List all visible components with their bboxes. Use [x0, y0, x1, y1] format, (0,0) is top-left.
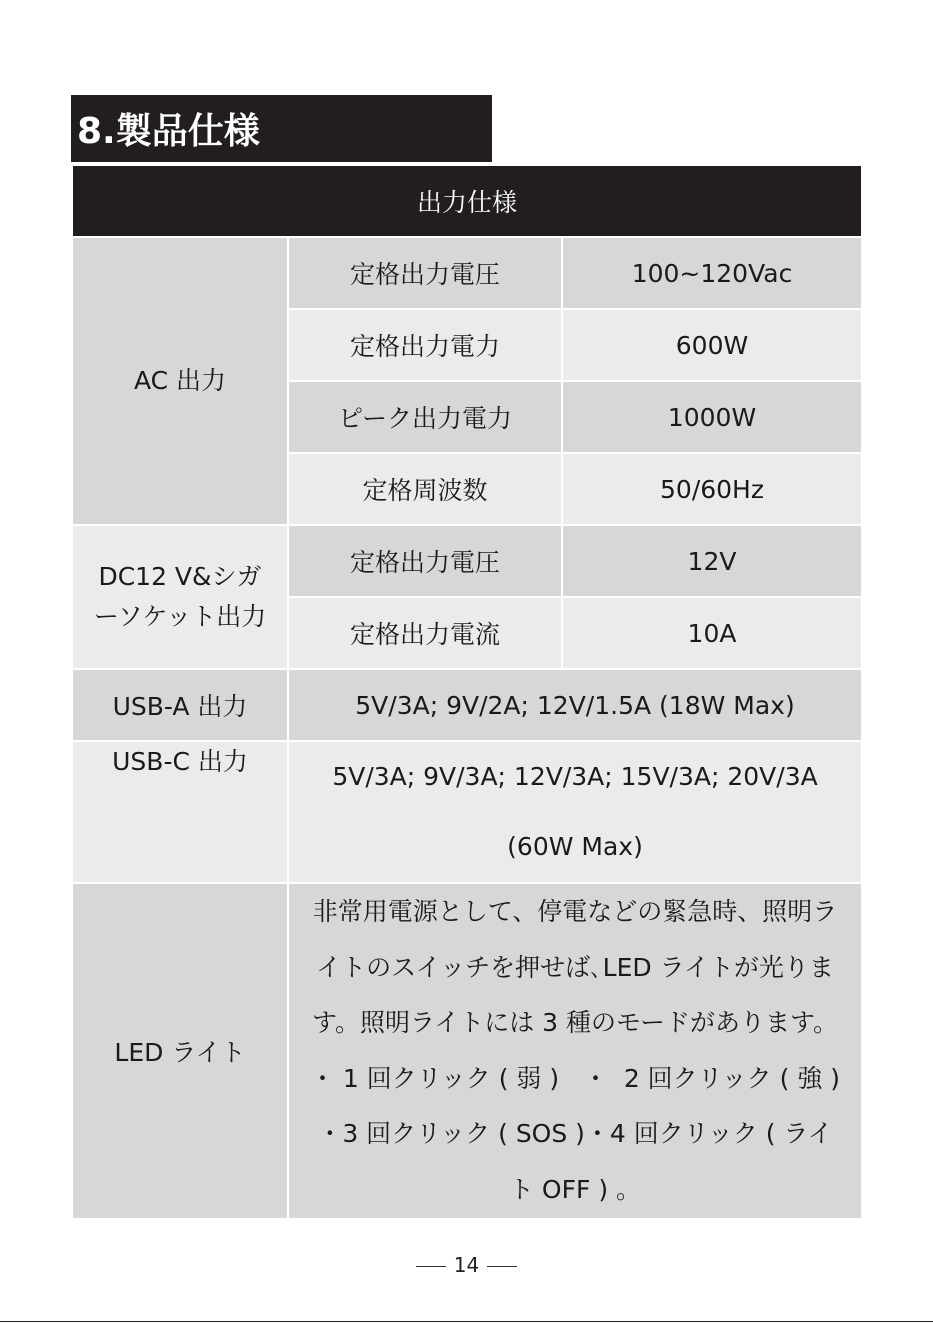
ac-output-category: AC 出力 — [72, 237, 288, 525]
spec-table — [71, 164, 863, 1220]
led-line: イトのスイッチを押せば､LED ライトが光りま — [316, 952, 834, 982]
ac-rated-voltage-label: 定格出力電圧 — [288, 237, 562, 309]
led-category: LED ライト — [72, 883, 288, 1219]
led-line: ・ 1 回クリック ( 弱 ) ・ 2 回クリック ( 強 ) — [309, 1063, 841, 1093]
usb-c-value-line2: (60W Max) — [507, 832, 643, 861]
page-number — [0, 1253, 933, 1277]
dc-rated-current-value: 10A — [562, 597, 862, 669]
usb-a-category: USB-A 出力 — [72, 669, 288, 741]
usb-c-value — [288, 741, 862, 883]
dc-output-category — [72, 525, 288, 669]
ac-rated-power-label: 定格出力電力 — [288, 309, 562, 381]
led-line: ト OFF ) 。 — [508, 1174, 642, 1204]
table-header: 出力仕様 — [72, 165, 862, 237]
section-title: 8.製品仕様 — [71, 95, 492, 162]
dc-category-line2: ーソケット出力 — [93, 602, 267, 631]
dash-right — [487, 1266, 517, 1267]
usb-c-value-line1: 5V/3A; 9V/3A; 12V/3A; 15V/3A; 20V/3A — [332, 762, 818, 791]
led-line: ・3 回クリック ( SOS )・4 回クリック ( ライ — [317, 1119, 833, 1149]
led-line: す。照明ライトには 3 種のモードがあります。 — [311, 1008, 839, 1038]
page-number-text: 14 — [453, 1253, 480, 1277]
bottom-rule — [0, 1321, 933, 1322]
dc-rated-voltage-value: 12V — [562, 525, 862, 597]
ac-peak-power-value: 1000W — [562, 381, 862, 453]
ac-rated-power-value: 600W — [562, 309, 862, 381]
dc-rated-current-label: 定格出力電流 — [288, 597, 562, 669]
dash-left — [416, 1266, 446, 1267]
led-line: 非常用電源として、停電などの緊急時、照明ラ — [312, 897, 838, 926]
ac-peak-power-label: ピーク出力電力 — [288, 381, 562, 453]
ac-rated-voltage-value: 100~120Vac — [562, 237, 862, 309]
ac-frequency-value: 50/60Hz — [562, 453, 862, 525]
dc-rated-voltage-label: 定格出力電圧 — [288, 525, 562, 597]
ac-frequency-label: 定格周波数 — [288, 453, 562, 525]
dc-category-line1: DC12 V&シガ — [98, 562, 262, 591]
led-description — [288, 883, 862, 1219]
usb-c-category: USB-C 出力 — [72, 741, 288, 883]
usb-a-value: 5V/3A; 9V/2A; 12V/1.5A (18W Max) — [288, 669, 862, 741]
